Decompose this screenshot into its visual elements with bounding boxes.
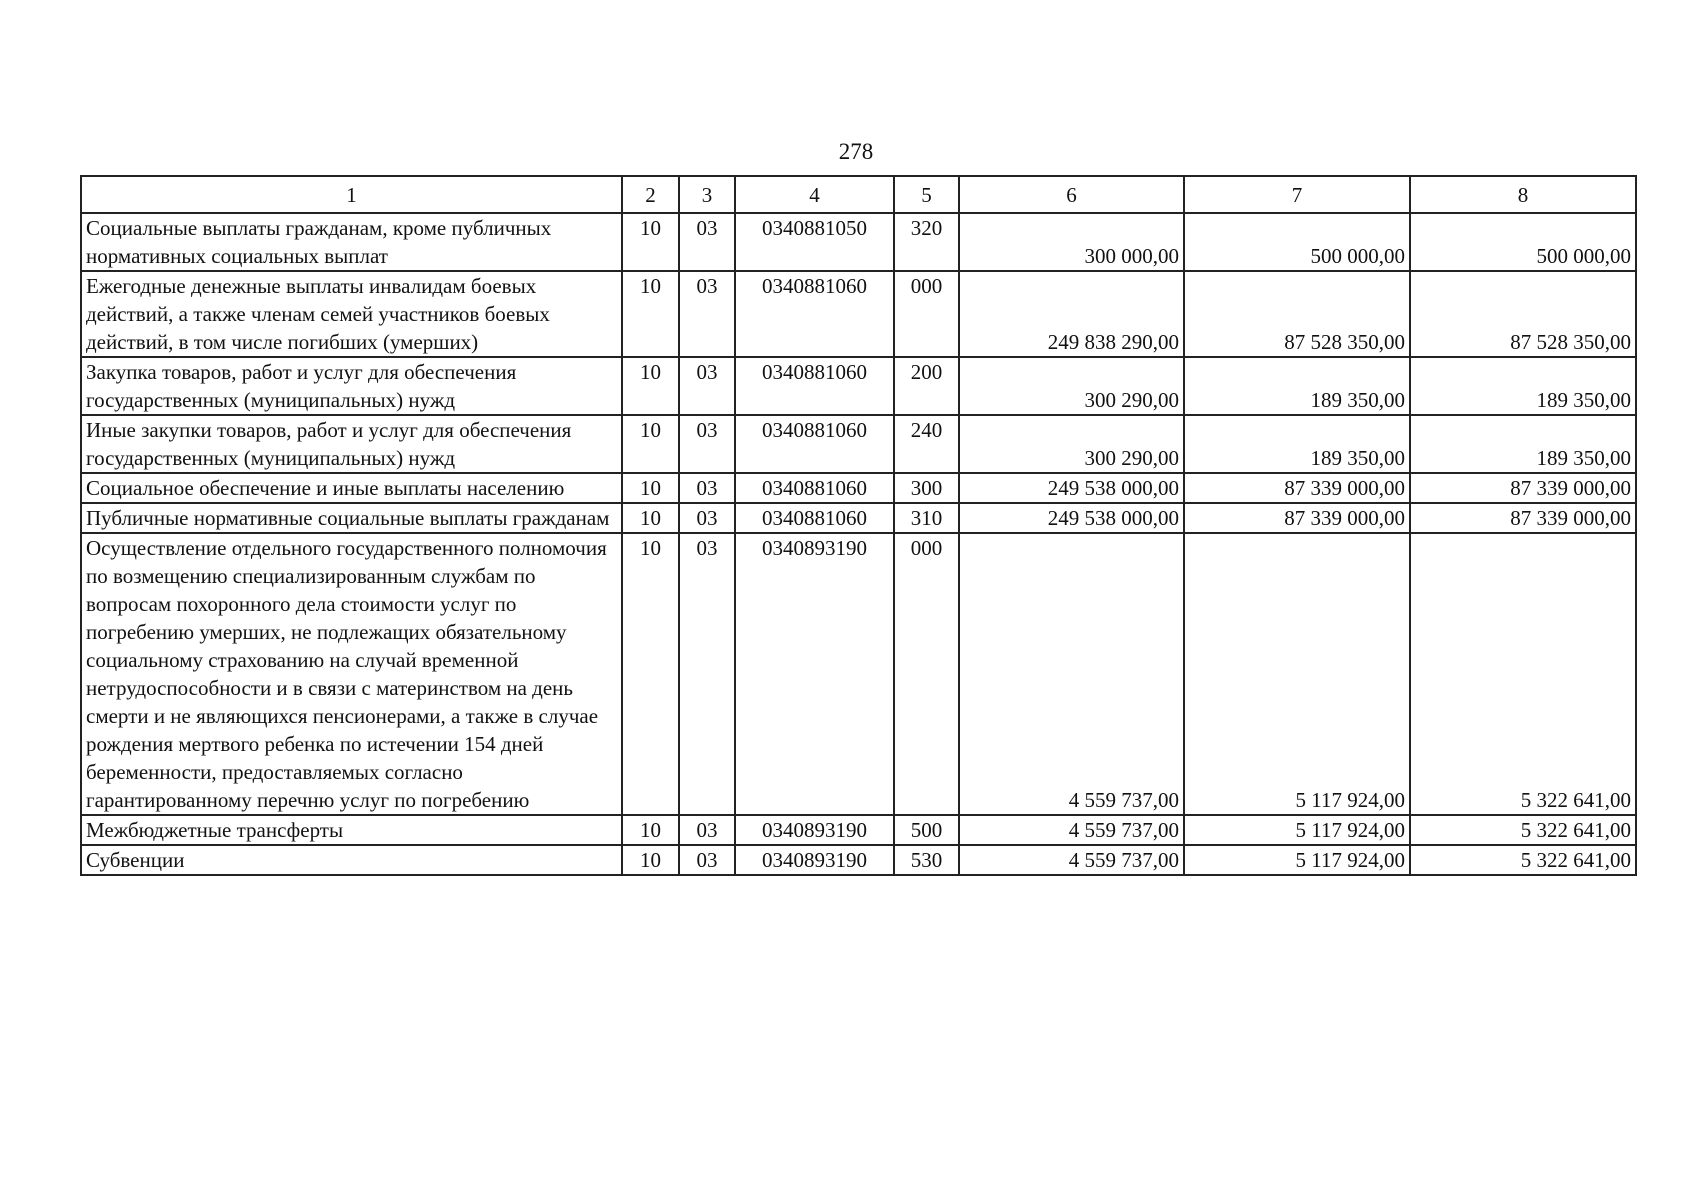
target-article-code: 0340881060 [735,503,894,533]
section-code: 10 [622,815,679,845]
amount-col8: 5 322 641,00 [1410,815,1636,845]
budget-table [80,175,1637,876]
amount-col7: 500 000,00 [1184,213,1410,271]
row-name: Субвенции [81,845,622,875]
row-name: Социальное обеспечение и иные выплаты населению [81,473,622,503]
amount-col7: 87 339 000,00 [1184,473,1410,503]
table-row [81,415,1636,473]
section-code: 10 [622,415,679,473]
amount-col7: 5 117 924,00 [1184,815,1410,845]
table-row [81,503,1636,533]
expense-type-code: 500 [894,815,959,845]
column-header: 3 [679,176,735,213]
header-row [81,176,1636,213]
table-row [81,845,1636,875]
amount-col8: 5 322 641,00 [1410,533,1636,815]
expense-type-code: 530 [894,845,959,875]
amount-col6: 4 559 737,00 [959,533,1184,815]
section-code: 10 [622,533,679,815]
amount-col7: 5 117 924,00 [1184,533,1410,815]
table-row [81,271,1636,357]
expense-type-code: 320 [894,213,959,271]
amount-col6: 300 000,00 [959,213,1184,271]
amount-col8: 189 350,00 [1410,415,1636,473]
table-row [81,213,1636,271]
amount-col7: 189 350,00 [1184,357,1410,415]
expense-type-code: 000 [894,271,959,357]
target-article-code: 0340881060 [735,415,894,473]
section-code: 10 [622,473,679,503]
amount-col7: 87 528 350,00 [1184,271,1410,357]
table-row [81,357,1636,415]
amount-col8: 500 000,00 [1410,213,1636,271]
column-header: 8 [1410,176,1636,213]
amount-col7: 5 117 924,00 [1184,845,1410,875]
target-article-code: 0340881060 [735,357,894,415]
row-name: Межбюджетные трансферты [81,815,622,845]
target-article-code: 0340893190 [735,533,894,815]
amount-col6: 249 838 290,00 [959,271,1184,357]
row-name: Ежегодные денежные выплаты инвалидам боевых действий, а также членам семей участников боевых действий, в том числе погибших (умерших) [81,271,622,357]
table-row [81,533,1636,815]
column-header: 7 [1184,176,1410,213]
subsection-code: 03 [679,271,735,357]
section-code: 10 [622,503,679,533]
subsection-code: 03 [679,503,735,533]
amount-col6: 4 559 737,00 [959,815,1184,845]
amount-col8: 87 339 000,00 [1410,503,1636,533]
amount-col7: 189 350,00 [1184,415,1410,473]
section-code: 10 [622,271,679,357]
section-code: 10 [622,213,679,271]
subsection-code: 03 [679,845,735,875]
row-name: Публичные нормативные социальные выплаты гражданам [81,503,622,533]
subsection-code: 03 [679,213,735,271]
amount-col8: 87 528 350,00 [1410,271,1636,357]
column-header: 1 [81,176,622,213]
page-number: 278 [838,139,874,164]
subsection-code: 03 [679,533,735,815]
target-article-code: 0340893190 [735,845,894,875]
expense-type-code: 200 [894,357,959,415]
amount-col8: 87 339 000,00 [1410,473,1636,503]
amount-col7: 87 339 000,00 [1184,503,1410,533]
amount-col8: 5 322 641,00 [1410,845,1636,875]
subsection-code: 03 [679,357,735,415]
amount-col6: 300 290,00 [959,415,1184,473]
row-name: Иные закупки товаров, работ и услуг для обеспечения государственных (муниципальных) нужд [81,415,622,473]
subsection-code: 03 [679,415,735,473]
expense-type-code: 000 [894,533,959,815]
column-header: 6 [959,176,1184,213]
target-article-code: 0340881060 [735,473,894,503]
amount-col6: 249 538 000,00 [959,473,1184,503]
target-article-code: 0340893190 [735,815,894,845]
amount-col6: 4 559 737,00 [959,845,1184,875]
row-name: Социальные выплаты гражданам, кроме публичных нормативных социальных выплат [81,213,622,271]
expense-type-code: 310 [894,503,959,533]
expense-type-code: 300 [894,473,959,503]
section-code: 10 [622,845,679,875]
section-code: 10 [622,357,679,415]
column-header: 5 [894,176,959,213]
column-header: 2 [622,176,679,213]
row-name: Закупка товаров, работ и услуг для обеспечения государственных (муниципальных) нужд [81,357,622,415]
target-article-code: 0340881060 [735,271,894,357]
row-name: Осуществление отдельного государственного полномочия по возмещению специализированным службам по вопросам похоронного дела стоимости услуг по погребению умерших, не подлежащих обязательному социальному страхованию на случай временной нетрудоспособности и в связи с материнством на день смерти и не являющихся пенсионерами, а также в случае рождения мертвого ребенка по истечении 154 дней беременности, предоставляемых согласно гарантированному перечню услуг по погребению [81,533,622,815]
table-row [81,815,1636,845]
amount-col8: 189 350,00 [1410,357,1636,415]
column-header: 4 [735,176,894,213]
target-article-code: 0340881050 [735,213,894,271]
table-row [81,473,1636,503]
amount-col6: 249 538 000,00 [959,503,1184,533]
amount-col6: 300 290,00 [959,357,1184,415]
expense-type-code: 240 [894,415,959,473]
subsection-code: 03 [679,473,735,503]
subsection-code: 03 [679,815,735,845]
